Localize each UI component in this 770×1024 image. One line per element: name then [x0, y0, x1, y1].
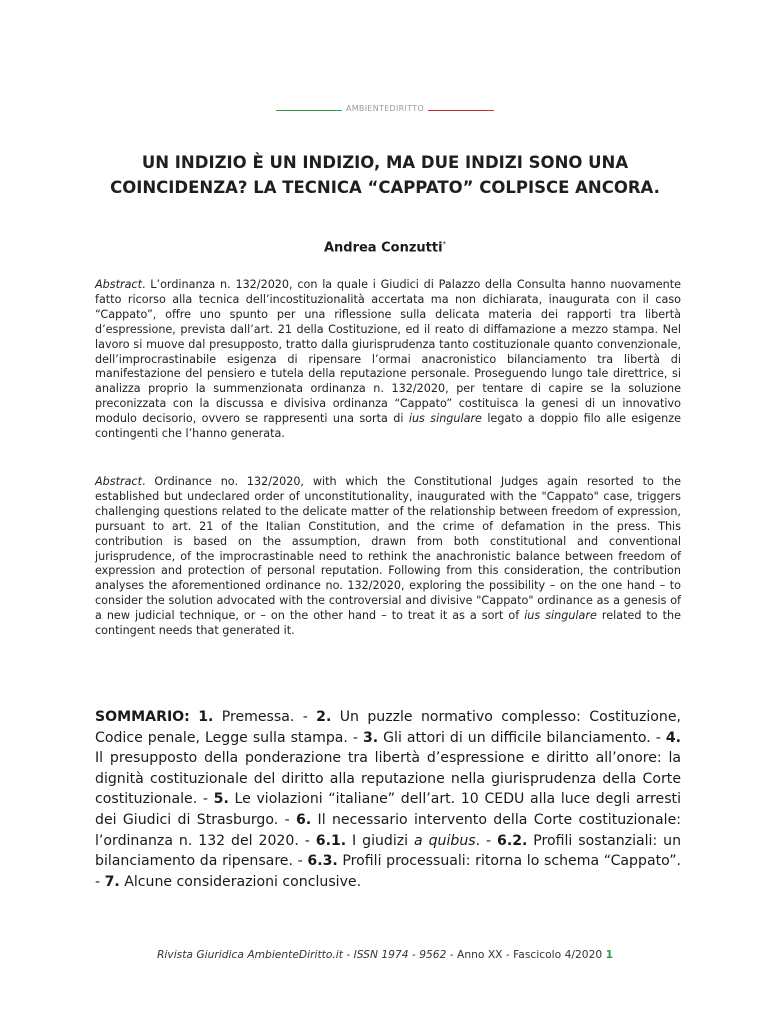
abstract-italic-term: ius singulare	[524, 609, 597, 623]
table-of-contents	[95, 707, 681, 892]
toc-number: 1.	[198, 709, 214, 725]
abstract-text-end: related to the contingent needs that generated it.	[95, 609, 682, 638]
toc-number: 6.	[296, 811, 312, 828]
author-footnote-mark: *	[442, 240, 447, 248]
toc-item: Un puzzle normativo complesso: Costituzione, Codice penale, Legge sulla stampa. -	[95, 709, 681, 746]
toc-item: Premessa. -	[213, 709, 317, 725]
toc-number: 7.	[104, 873, 120, 890]
author-name: Andrea Conzutti	[323, 240, 443, 256]
toc-italic-term: a quibus	[414, 832, 476, 849]
toc-item: Il necessario intervento della Corte costituzionale: l’ordinanza n. 132 del 2020. -	[95, 811, 682, 849]
toc-item: I giudizi	[346, 832, 415, 849]
abstract-label: Abstract	[95, 475, 142, 488]
journal-masthead	[0, 104, 770, 113]
toc-heading: SOMMARIO:	[95, 709, 190, 725]
page-number: 1	[605, 948, 614, 961]
masthead-red-rule	[428, 110, 494, 111]
toc-number: 3.	[362, 729, 379, 746]
abstract-italic-term: ius singulare	[408, 412, 482, 426]
article-title: UN INDIZIO È UN INDIZIO, MA DUE INDIZI SONO UNA COINCIDENZA? LA TECNICA “CAPPATO” COLPISCE ANCORA.	[110, 153, 660, 197]
abstract-label: Abstract	[95, 278, 142, 291]
toc-number: 2.	[316, 709, 332, 725]
toc-number: 6.3.	[307, 853, 338, 870]
toc-item: Alcune considerazioni conclusive.	[119, 873, 362, 890]
footer-journal: Rivista Giuridica AmbienteDiritto.it - ISSN 1974 - 9562	[156, 948, 447, 961]
masthead-label: AMBIENTEDIRITTO	[345, 104, 425, 113]
abstract-text-end: legato a doppio filo alle esigenze contingenti che l’hanno generata.	[95, 412, 681, 441]
page-footer	[0, 948, 770, 961]
toc-item-end: . -	[475, 832, 498, 849]
toc-item: Profili sostanziali: un bilanciamento da ripensare. -	[95, 832, 681, 870]
toc-item: Gli attori di un difficile bilanciamento. -	[378, 729, 666, 746]
abstract-text: . L’ordinanza n. 132/2020, con la quale i Giudici di Palazzo della Consulta hanno nuovamente fatto ricorso alla tecnica dell’incostituzionalità accertata ma non dichiarata, inaugurata con il caso “Cappato”, offre uno spunto per una riflessione sulla delicata materia dei rapporti tra libertà d’espressione, prevista dall’art. 21 della Costituzione, ed il reato di diffamazione a mezzo stampa. Nel lavoro si muove dal presupposto, tratto dalla giurisprudenza tanto costituzionale quanto convenzionale, dell’improcrastinabile esigenza di ripensare l’ormai anacronistico bilanciamento tra libertà di manifestazione del pensiero e tutela della reputazione personale. Proseguendo lungo tale direttrice, si analizza proprio la summenzionata ordinanza n. 132/2020, per tentare di capire se la soluzione preconizzata con la discussa e divisiva ordinanza “Cappato” costituisca la genesi di un innovativo modulo decisorio, ovvero se rappresenti una sorta di	[95, 278, 681, 426]
toc-item: Le violazioni “italiane” dell’art. 10 CEDU alla luce degli arresti dei Giudici di Strasburgo. -	[95, 791, 681, 828]
toc-item: Profili processuali: ritorna lo schema “Cappato”. -	[95, 853, 682, 890]
toc-number: 4.	[665, 729, 681, 746]
footer-issue: - Anno XX - Fascicolo 4/2020	[446, 948, 606, 961]
toc-number: 6.2.	[497, 832, 528, 849]
author-line	[0, 240, 770, 255]
abstract-italian	[95, 278, 681, 442]
abstract-text: . Ordinance no. 132/2020, with which the Constitutional Judges again resorted to the established but undeclared order of unconstitutionality, inaugurated with the "Cappato" case, triggers challenging questions related to the delicate matter of the relationship between freedom of expression, pursuant to art. 21 of the Italian Constitution, and the crime of defamation in the press. This contribution is based on the assumption, drawn from both constitutional and conventional jurisprudence, of the improcrastinable need to rethink the anachronistic balance between freedom of expression and protection of personal reputation. Following from this consideration, the contribution analyses the aforementioned ordinance no. 132/2020, exploring the possibility – on the one hand – to consider the solution advocated with the controversial and divisive "Cappato" ordinance as a genesis of a new judicial technique, or – on the other hand – to treat it as a sort of	[95, 475, 681, 623]
toc-number: 6.1.	[315, 832, 347, 849]
toc-number: 5.	[213, 791, 229, 808]
masthead-green-rule	[276, 110, 342, 111]
toc-item: Il presupposto della ponderazione tra libertà d’espressione e diritto all’onore: la dignità costituzionale del diritto alla reputazione nella giurisprudenza della Corte costituzionale. -	[95, 750, 681, 808]
abstract-english	[95, 475, 681, 639]
